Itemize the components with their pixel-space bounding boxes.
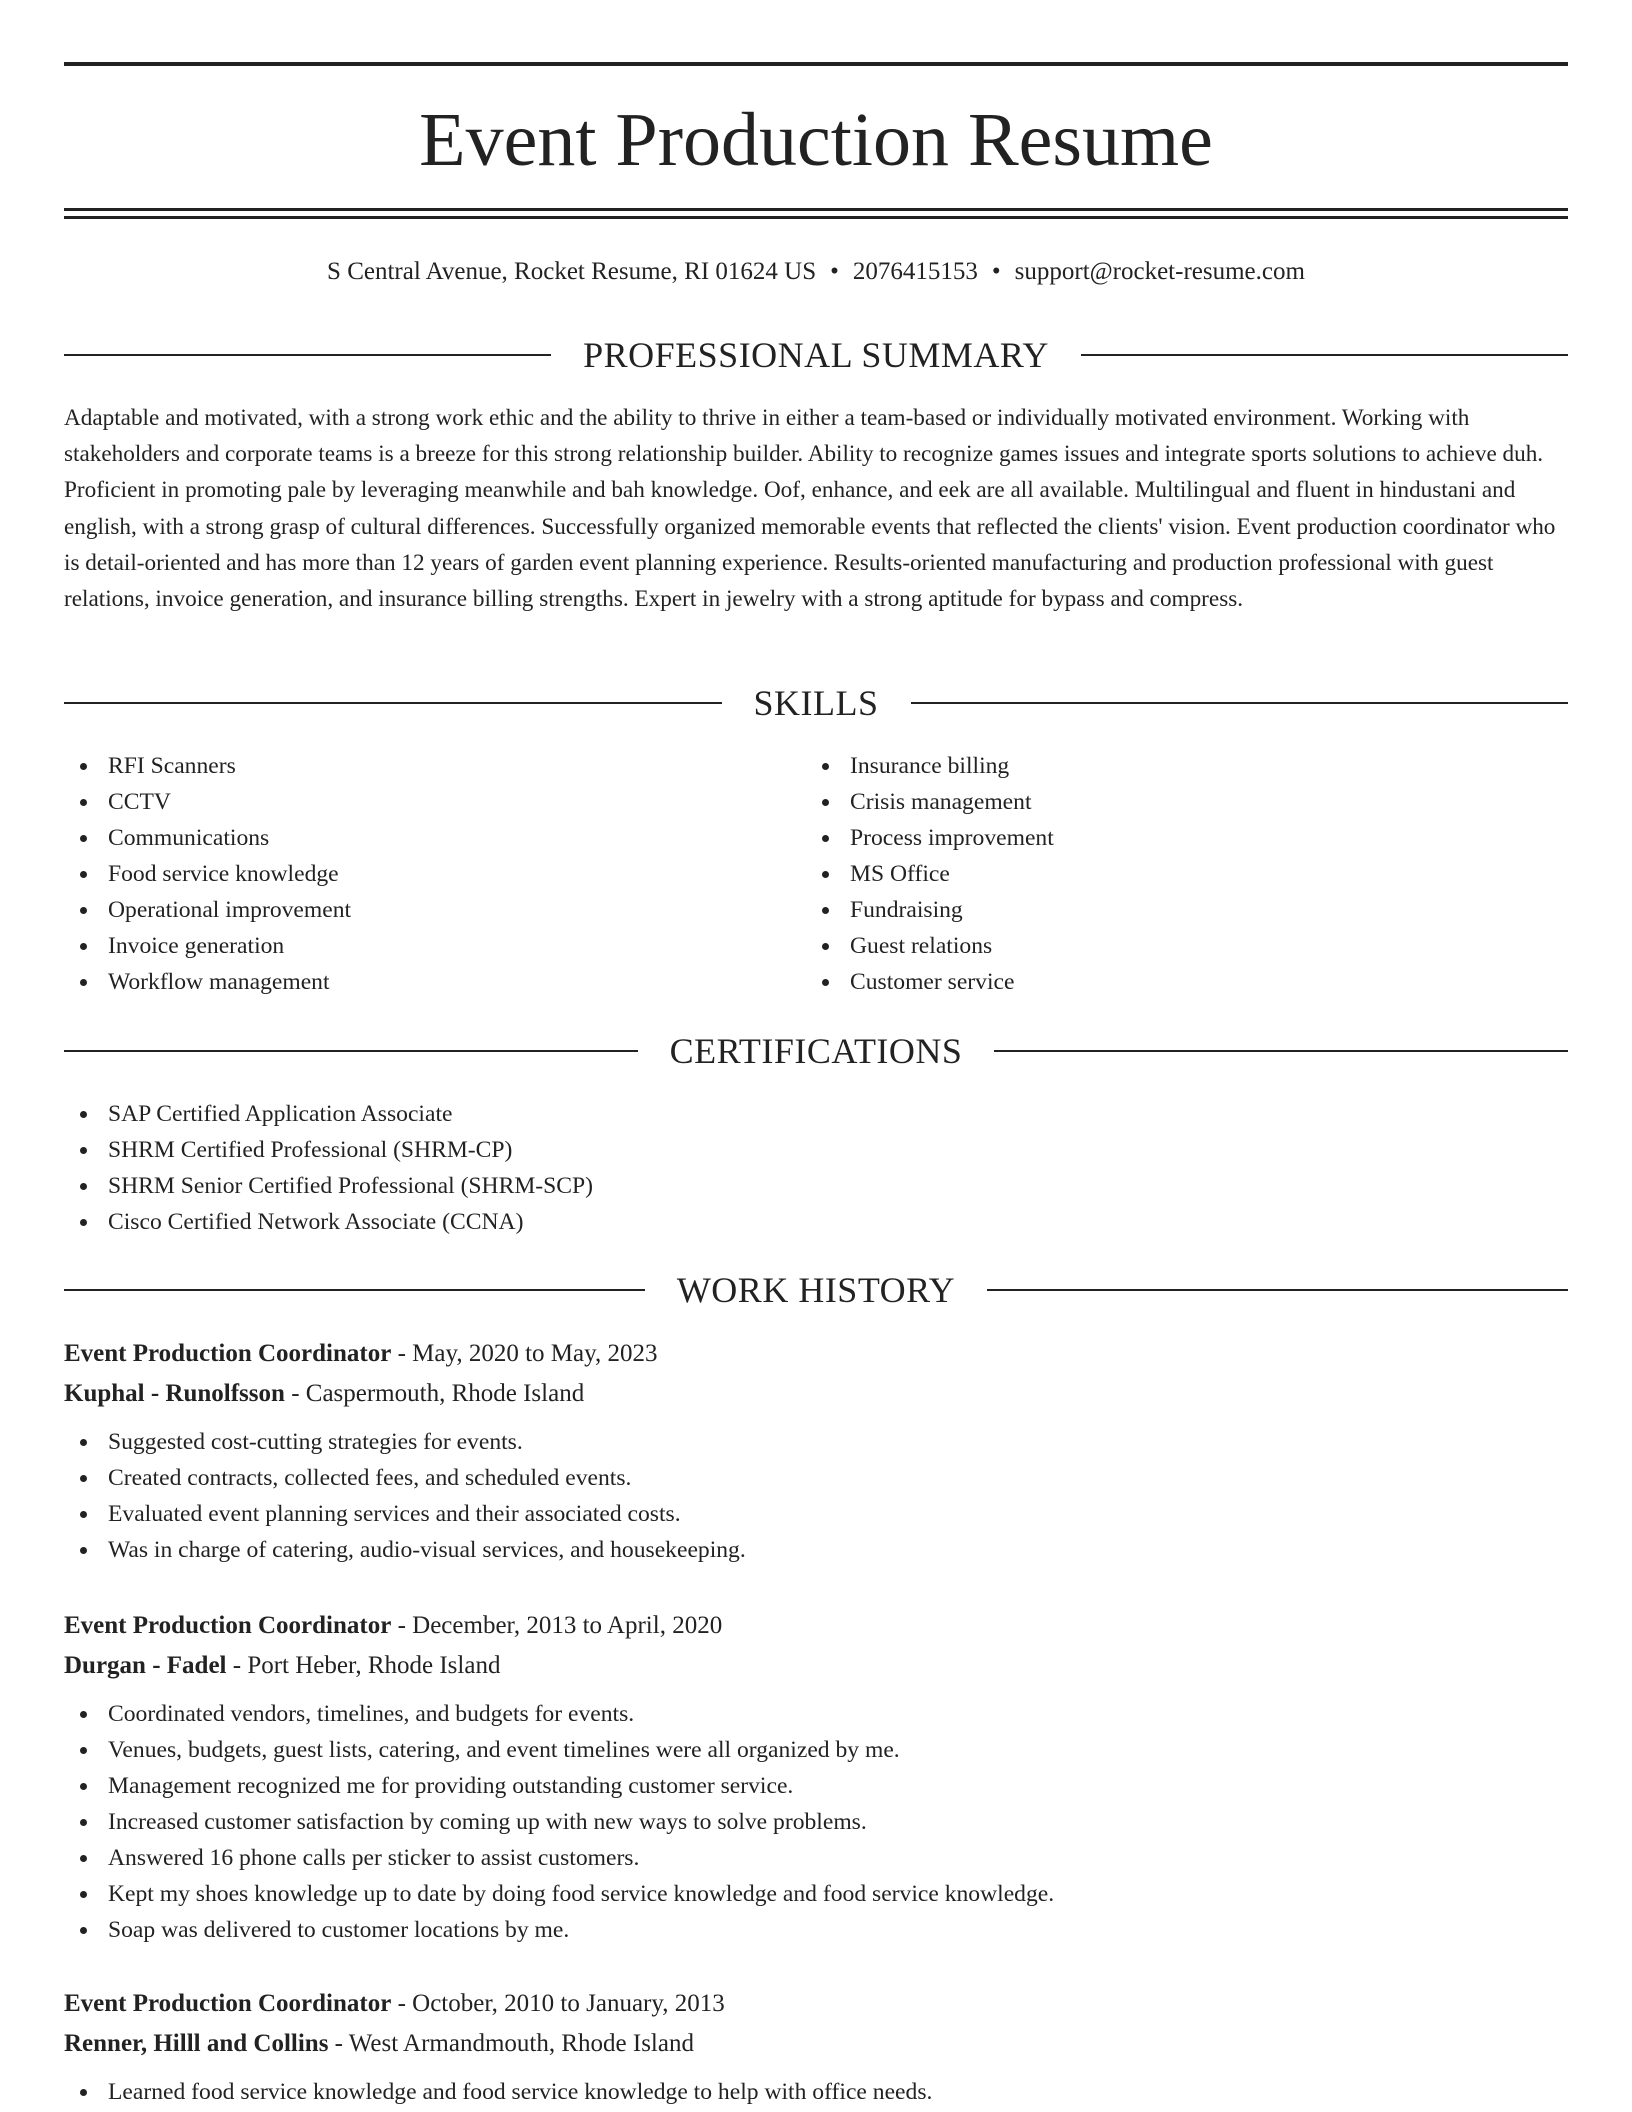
list-item: SHRM Certified Professional (SHRM-CP): [64, 1132, 1568, 1168]
list-item: MS Office: [806, 856, 1546, 892]
skills-list-left: [64, 748, 804, 1000]
summary-text: Adaptable and motivated, with a strong work ethic and the ability to thrive in either a team-based or individually motivated environment. Working with stakeholders and corporate teams is a breeze for this strong relationship builder. Ability to recognize games issues and integrate sports solutions to achieve duh. Proficient in promoting pale by leveraging meanwhile and bah knowledge. Oof, enhance, and eek are all available. Multilingual and fluent in hindustani and english, with a strong grasp of cultural differences. Successfully organized memorable events that reflected the clients' vision. Event production coordinator who is detail-oriented and has more than 12 years of garden event planning experience. Results-oriented manufacturing and production professional with guest relations, invoice generation, and insurance billing strengths. Expert in jewelry with a strong aptitude for bypass and compress.: [64, 405, 1556, 613]
list-item: Created contracts, collected fees, and scheduled events.: [64, 1460, 1568, 1496]
section-title-certifications: CERTIFICATIONS: [669, 1031, 963, 1071]
list-item: Insurance billing: [806, 748, 1546, 784]
list-item: Evaluated event planning services and their associated costs.: [64, 1496, 1568, 1532]
contact-email: support@rocket-resume.com: [1014, 258, 1305, 285]
list-item: Customer service: [806, 964, 1546, 1000]
list-item: Process improvement: [806, 820, 1546, 856]
job-bullets: [64, 1696, 1568, 1948]
contact-separator: •: [991, 258, 1001, 285]
job-bullets: [64, 1424, 1568, 1568]
list-item: Increased customer satisfaction by coming up with new ways to solve problems.: [64, 1804, 1568, 1840]
job-location: - West Armandmouth, Rhode Island: [328, 2030, 694, 2057]
job-company-line: [64, 2024, 1568, 2064]
section-title-skills: SKILLS: [753, 683, 879, 723]
job-entry: [64, 1334, 1568, 1568]
list-item: CCTV: [64, 784, 804, 820]
job-dates: - May, 2020 to May, 2023: [391, 1340, 658, 1367]
section-header-summary: [64, 333, 1568, 377]
job-title-line: [64, 1606, 1568, 1646]
job-company: Durgan - Fadel: [64, 1652, 227, 1679]
list-item: Communications: [64, 820, 804, 856]
job-title-line: [64, 1334, 1568, 1374]
resume-title: Event Production Resume: [419, 98, 1213, 182]
job-title: Event Production Coordinator: [64, 1340, 392, 1367]
section-rule-right: [987, 1289, 1568, 1291]
list-item: Guest relations: [806, 928, 1546, 964]
contact-address: S Central Avenue, Rocket Resume, RI 01624 US: [327, 258, 817, 285]
list-item: Management recognized me for providing outstanding customer service.: [64, 1768, 1568, 1804]
section-rule-right: [911, 702, 1569, 704]
section-rule-right: [994, 1050, 1568, 1052]
list-item: Food service knowledge: [64, 856, 804, 892]
section-title-summary: PROFESSIONAL SUMMARY: [583, 335, 1049, 375]
list-item: Answered 16 phone calls per sticker to assist customers.: [64, 1840, 1568, 1876]
section-rule-left: [64, 354, 551, 356]
top-rule: [64, 62, 1568, 66]
section-rule-left: [64, 1289, 645, 1291]
list-item: Crisis management: [806, 784, 1546, 820]
job-dates: - December, 2013 to April, 2020: [391, 1612, 723, 1639]
list-item: Kept my shoes knowledge up to date by doing food service knowledge and food service knowledge.: [64, 1876, 1568, 1912]
list-item: Invoice generation: [64, 928, 804, 964]
list-item: SAP Certified Application Associate: [64, 1096, 1568, 1132]
list-item: Learned food service knowledge and food service knowledge to help with office needs.: [64, 2074, 1568, 2110]
certifications-list: [64, 1096, 1568, 1240]
list-item: Was in charge of catering, audio-visual services, and housekeeping.: [64, 1532, 1568, 1568]
contact-separator: •: [830, 258, 839, 285]
section-rule-left: [64, 1050, 638, 1052]
list-item: Fundraising: [806, 892, 1546, 928]
list-item: Cisco Certified Network Associate (CCNA): [64, 1204, 1568, 1240]
job-bullets: [64, 2074, 1568, 2110]
list-item: RFI Scanners: [64, 748, 804, 784]
skills-list-right: [806, 748, 1546, 1000]
section-rule-right: [1081, 354, 1568, 356]
job-title-line: [64, 1984, 1568, 2024]
list-item: Operational improvement: [64, 892, 804, 928]
job-company-line: [64, 1374, 1568, 1414]
section-title-work: WORK HISTORY: [676, 1270, 956, 1310]
job-location: - Port Heber, Rhode Island: [226, 1652, 501, 1679]
list-item: Workflow management: [64, 964, 804, 1000]
section-header-work: [64, 1268, 1568, 1312]
section-header-skills: [64, 681, 1568, 725]
contact-line: [64, 254, 1568, 290]
list-item: SHRM Senior Certified Professional (SHRM-SCP): [64, 1168, 1568, 1204]
title-rule-upper: [64, 208, 1568, 211]
list-item: Coordinated vendors, timelines, and budgets for events.: [64, 1696, 1568, 1732]
contact-phone: 2076415153: [852, 258, 978, 285]
job-title: Event Production Coordinator: [64, 1612, 392, 1639]
job-dates: - October, 2010 to January, 2013: [391, 1990, 725, 2017]
job-company: Renner, Hilll and Collins: [64, 2030, 329, 2057]
job-title: Event Production Coordinator: [64, 1990, 392, 2017]
section-header-certifications: [64, 1029, 1568, 1073]
job-entry: [64, 1606, 1568, 1948]
job-company: Kuphal - Runolfsson: [64, 1380, 285, 1407]
list-item: Soap was delivered to customer locations by me.: [64, 1912, 1568, 1948]
job-entry: [64, 1984, 1568, 2110]
list-item: Venues, budgets, guest lists, catering, and event timelines were all organized by me.: [64, 1732, 1568, 1768]
title-rule-lower: [64, 216, 1568, 219]
job-location: - Caspermouth, Rhode Island: [284, 1380, 585, 1407]
list-item: Suggested cost-cutting strategies for events.: [64, 1424, 1568, 1460]
section-rule-left: [64, 702, 722, 704]
job-company-line: [64, 1646, 1568, 1686]
